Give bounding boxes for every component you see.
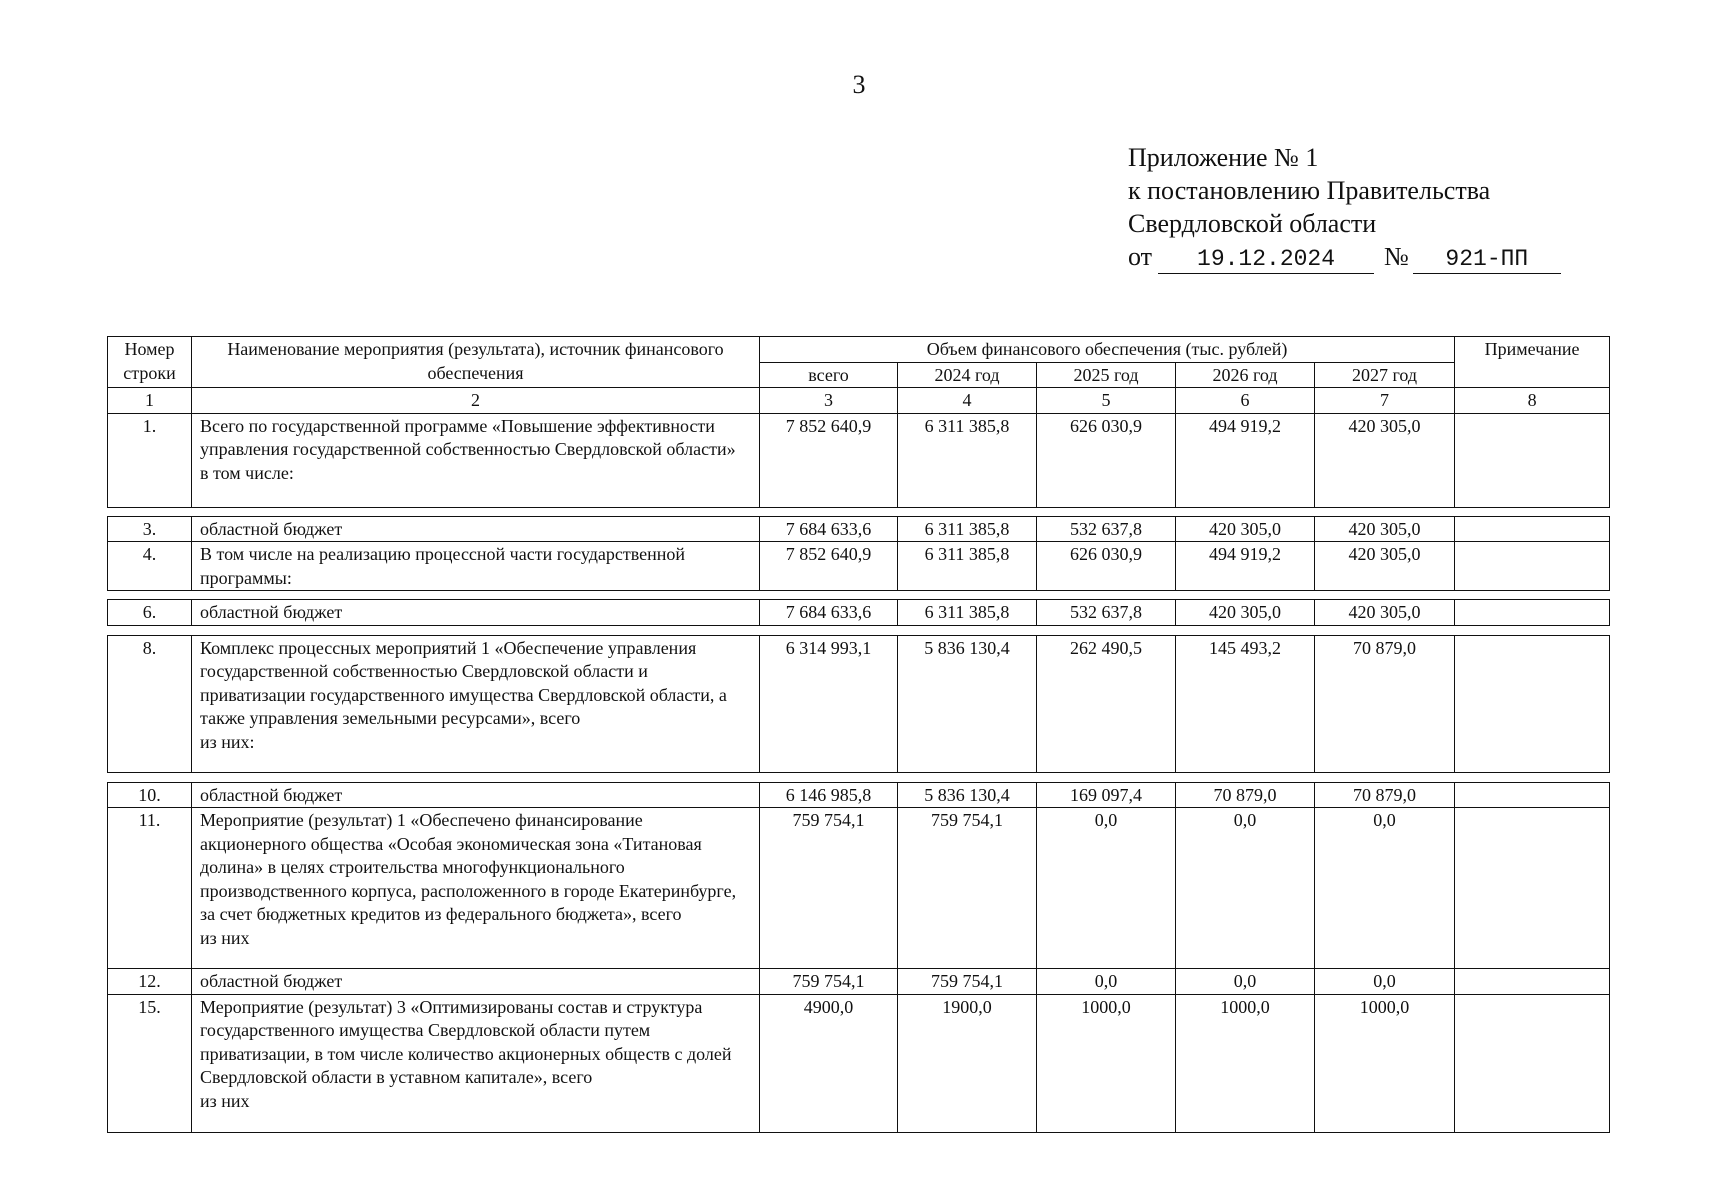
row-name: Всего по государственной программе «Повышение эффективности управления государственной собственностью Свердловской области» [200, 415, 736, 459]
table-row [108, 994, 1610, 1132]
table-row [108, 782, 1610, 808]
financing-table [107, 336, 1610, 1133]
header-2024: 2024 год [898, 362, 1037, 388]
amount-y2025: 532 637,8 [1037, 600, 1176, 626]
amount-y2024: 759 754,1 [898, 969, 1037, 995]
row-name: областной бюджет [200, 518, 343, 539]
row-name: Комплекс процессных мероприятий 1 «Обеспечение управления государственной собственностью Свердловской области и приватизации государственного имущества Свердловской области, а также управления земельными ресурсами», всего [200, 637, 727, 728]
amount-y2027: 0,0 [1315, 969, 1455, 995]
table-row [108, 808, 1610, 969]
row-name-cell [192, 635, 760, 772]
column-number: 8 [1455, 388, 1610, 414]
amount-total: 6 314 993,1 [760, 635, 898, 772]
amount-y2026: 420 305,0 [1176, 516, 1315, 542]
table-row [108, 635, 1610, 772]
amount-y2024: 6 311 385,8 [898, 600, 1037, 626]
column-number: 4 [898, 388, 1037, 414]
row-name-cell [192, 542, 760, 591]
amount-y2027: 420 305,0 [1315, 413, 1455, 507]
row-note [1455, 516, 1610, 542]
column-numbers-row [108, 388, 1610, 414]
row-subtext: в том числе: [200, 462, 294, 483]
amount-total: 7 852 640,9 [760, 542, 898, 591]
header-row [108, 337, 1610, 363]
row-name-cell [192, 600, 760, 626]
row-subtext: из них: [200, 731, 255, 752]
amount-y2024: 6 311 385,8 [898, 542, 1037, 591]
amount-y2026: 494 919,2 [1176, 413, 1315, 507]
row-separator [108, 591, 1610, 600]
amount-y2025: 169 097,4 [1037, 782, 1176, 808]
table-row [108, 542, 1610, 591]
row-number: 10. [108, 782, 192, 808]
row-number: 12. [108, 969, 192, 995]
row-note [1455, 782, 1610, 808]
column-number: 2 [192, 388, 760, 414]
amount-y2027: 0,0 [1315, 808, 1455, 969]
header-2026: 2026 год [1176, 362, 1315, 388]
amount-y2026: 145 493,2 [1176, 635, 1315, 772]
amount-y2027: 70 879,0 [1315, 635, 1455, 772]
row-number: 15. [108, 994, 192, 1132]
approval-line-3: Свердловской области [1128, 209, 1377, 238]
column-number: 3 [760, 388, 898, 414]
approval-block [1128, 141, 1561, 274]
amount-y2024: 6 311 385,8 [898, 413, 1037, 507]
amount-y2025: 262 490,5 [1037, 635, 1176, 772]
row-number: 4. [108, 542, 192, 591]
amount-y2025: 626 030,9 [1037, 542, 1176, 591]
amount-y2024: 5 836 130,4 [898, 782, 1037, 808]
approval-title: Приложение № 1 [1128, 143, 1319, 172]
column-number: 7 [1315, 388, 1455, 414]
table-row [108, 413, 1610, 507]
row-name: областной бюджет [200, 602, 343, 622]
amount-y2025: 0,0 [1037, 969, 1176, 995]
row-note [1455, 635, 1610, 772]
header-note: Примечание [1455, 337, 1610, 388]
row-separator [108, 625, 1610, 635]
table-row [108, 969, 1610, 995]
amount-y2024: 1900,0 [898, 994, 1037, 1132]
amount-y2025: 626 030,9 [1037, 413, 1176, 507]
amount-total: 7 852 640,9 [760, 413, 898, 507]
approval-date-line [1128, 240, 1561, 274]
row-name: В том числе на реализацию процессной части государственной программы: [200, 544, 685, 588]
row-separator [108, 772, 1610, 782]
header-2025: 2025 год [1037, 362, 1176, 388]
row-number: 3. [108, 516, 192, 542]
column-number: 6 [1176, 388, 1315, 414]
number-label: № [1384, 242, 1409, 271]
amount-y2027: 70 879,0 [1315, 782, 1455, 808]
column-number: 5 [1037, 388, 1176, 414]
row-name-cell [192, 808, 760, 969]
row-number: 11. [108, 808, 192, 969]
amount-total: 6 146 985,8 [760, 782, 898, 808]
amount-y2026: 420 305,0 [1176, 600, 1315, 626]
row-subtext: из них [200, 927, 250, 948]
amount-y2026: 70 879,0 [1176, 782, 1315, 808]
row-name-cell [192, 969, 760, 995]
amount-total: 759 754,1 [760, 808, 898, 969]
amount-y2026: 0,0 [1176, 969, 1315, 995]
row-name-cell [192, 413, 760, 507]
amount-total: 4900,0 [760, 994, 898, 1132]
amount-y2027: 420 305,0 [1315, 542, 1455, 591]
table-row [108, 600, 1610, 626]
row-separator [108, 507, 1610, 516]
approval-date: 19.12.2024 [1158, 245, 1374, 274]
amount-y2024: 6 311 385,8 [898, 516, 1037, 542]
amount-y2025: 532 637,8 [1037, 516, 1176, 542]
row-note [1455, 542, 1610, 591]
amount-total: 7 684 633,6 [760, 516, 898, 542]
row-note [1455, 808, 1610, 969]
amount-y2025: 0,0 [1037, 808, 1176, 969]
approval-line-2: к постановлению Правительства [1128, 176, 1491, 205]
row-name-cell [192, 516, 760, 542]
row-number: 1. [108, 413, 192, 507]
amount-y2027: 420 305,0 [1315, 516, 1455, 542]
row-subtext: из них [200, 1090, 250, 1111]
header-name: Наименование мероприятия (результата), источник финансового обеспечения [192, 337, 760, 388]
amount-y2026: 1000,0 [1176, 994, 1315, 1132]
row-name: областной бюджет [200, 971, 343, 991]
header-2027: 2027 год [1315, 362, 1455, 388]
header-total: всего [760, 362, 898, 388]
amount-y2024: 5 836 130,4 [898, 635, 1037, 772]
row-name: Мероприятие (результат) 3 «Оптимизированы состав и структура государственного имущества Свердловской области путем приватизации, в том числе количество акционерных обществ с долей Свердловской области в уставном капитале», всего [200, 996, 732, 1087]
row-name: областной бюджет [200, 784, 343, 805]
approval-number: 921-ПП [1413, 245, 1561, 274]
header-volume: Объем финансового обеспечения (тыс. рублей) [760, 337, 1455, 363]
row-name-cell [192, 782, 760, 808]
amount-y2026: 0,0 [1176, 808, 1315, 969]
date-prefix: от [1128, 242, 1153, 271]
amount-y2024: 759 754,1 [898, 808, 1037, 969]
table-row [108, 516, 1610, 542]
row-name: Мероприятие (результат) 1 «Обеспечено финансирование акционерного общества «Особая экономическая зона «Титановая долина» в целях строительства многофункционального производственного корпуса, расположенного в городе Екатеринбурге, за счет бюджетных кредитов из федерального бюджета», всего [200, 810, 737, 924]
amount-total: 759 754,1 [760, 969, 898, 995]
row-note [1455, 969, 1610, 995]
row-number: 8. [108, 635, 192, 772]
row-name-cell [192, 994, 760, 1132]
amount-y2027: 1000,0 [1315, 994, 1455, 1132]
row-note [1455, 600, 1610, 626]
column-number: 1 [108, 388, 192, 414]
amount-total: 7 684 633,6 [760, 600, 898, 626]
page-number: 3 [852, 70, 866, 99]
row-number: 6. [108, 600, 192, 626]
row-note [1455, 413, 1610, 507]
amount-y2027: 420 305,0 [1315, 600, 1455, 626]
amount-y2026: 494 919,2 [1176, 542, 1315, 591]
header-row-number: Номер строки [108, 337, 192, 388]
row-note [1455, 994, 1610, 1132]
amount-y2025: 1000,0 [1037, 994, 1176, 1132]
